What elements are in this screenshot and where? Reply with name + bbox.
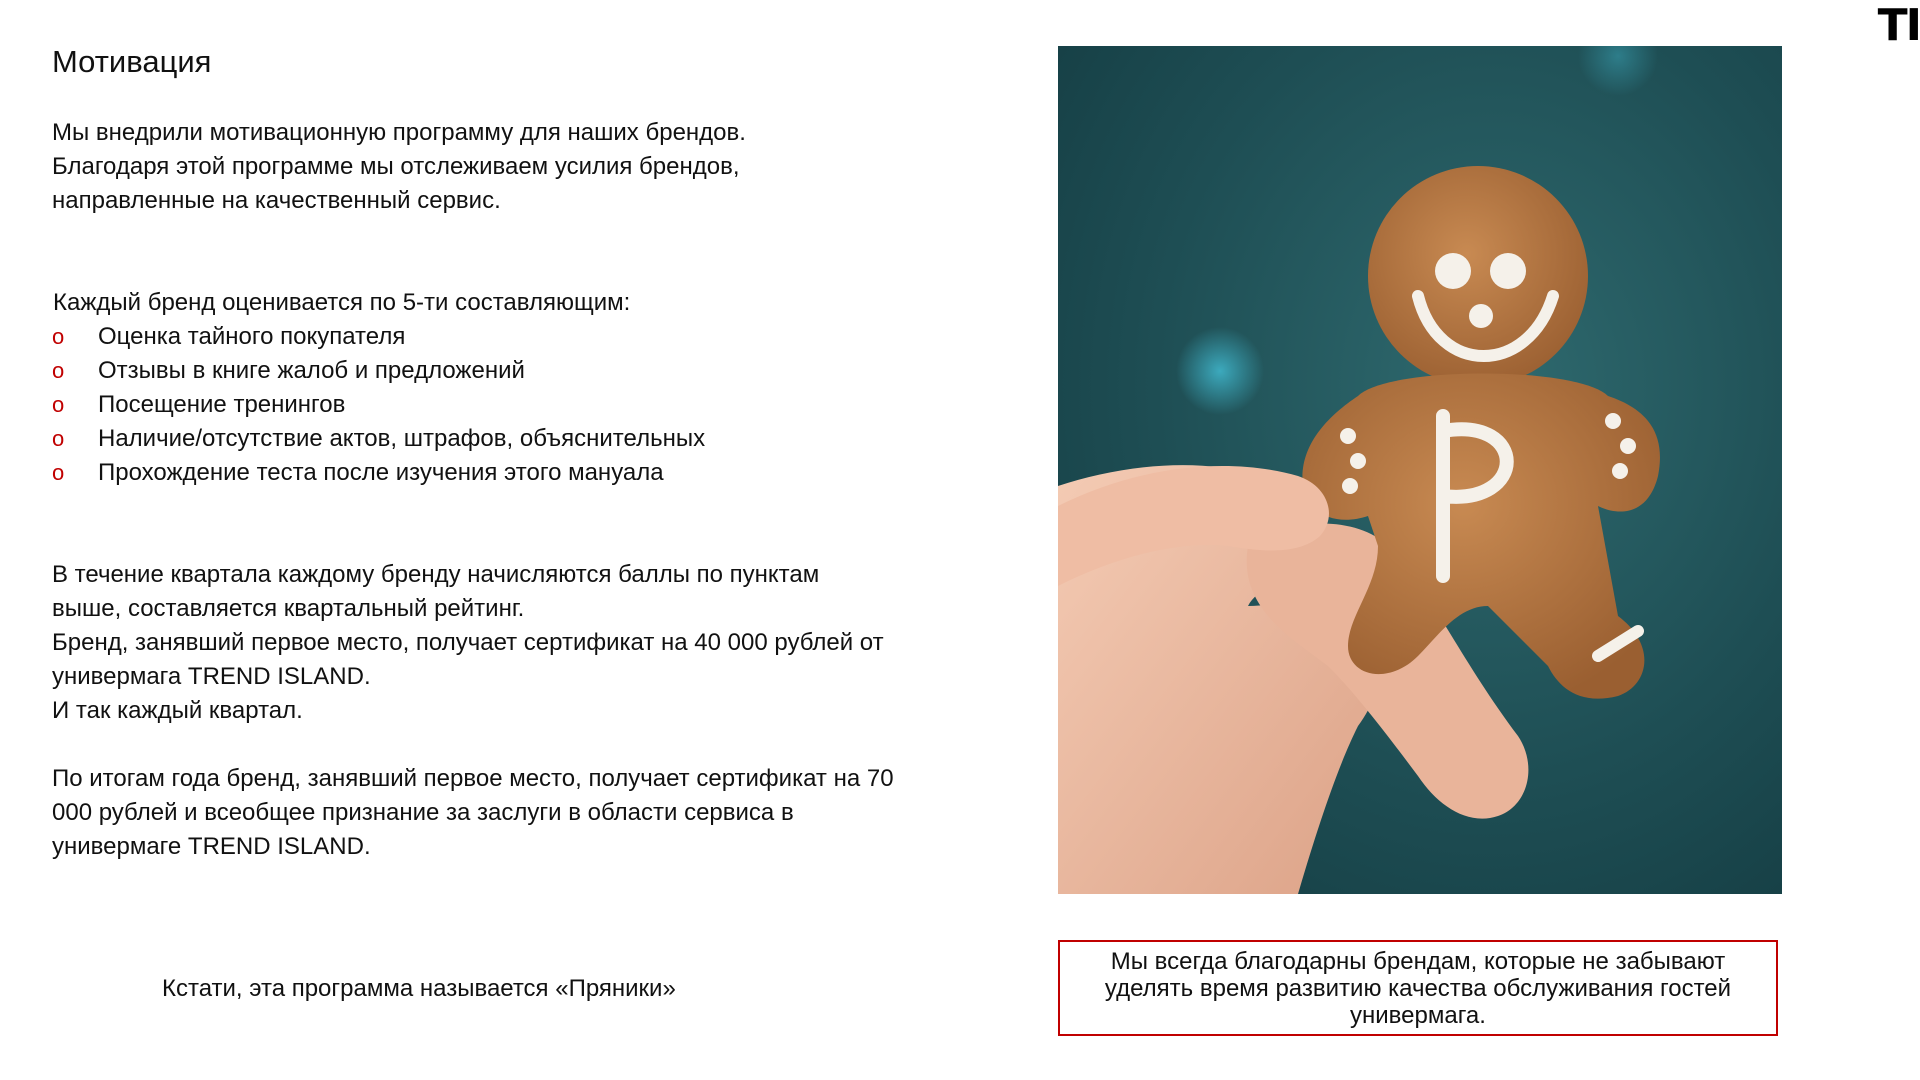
- list-item: [52, 422, 705, 456]
- bullet-circle-icon: o: [52, 426, 65, 451]
- intro-line: направленные на качественный сервис.: [52, 187, 501, 214]
- list-item: [52, 354, 705, 388]
- gingerbread-cookie: [1302, 166, 1660, 699]
- gratitude-quote-box: [1058, 940, 1778, 1036]
- year-line: универмаге TREND ISLAND.: [52, 833, 371, 860]
- list-item: [52, 320, 705, 354]
- criteria-list: [52, 320, 705, 490]
- quarter-line: И так каждый квартал.: [52, 697, 303, 724]
- bokeh-light: [1176, 327, 1264, 415]
- page-title: Мотивация: [52, 44, 212, 79]
- quarter-line: В течение квартала каждому бренду начисляются баллы по пунктам: [52, 561, 820, 588]
- quote-line: универмага.: [1350, 1001, 1486, 1029]
- year-line: По итогам года бренд, занявший первое место, получает сертификат на 70: [52, 765, 894, 792]
- quarter-paragraph: [52, 558, 982, 728]
- brand-logo: TI: [1877, 0, 1920, 51]
- list-item: [52, 456, 705, 490]
- criteria-item-label: Оценка тайного покупателя: [98, 323, 406, 350]
- bullet-circle-icon: o: [52, 358, 65, 383]
- year-paragraph: [52, 762, 982, 864]
- gingerbread-illustration: [1058, 46, 1782, 894]
- footnote: Кстати, эта программа называется «Пряники»: [162, 975, 676, 1002]
- gingerbread-photo: [1058, 46, 1782, 894]
- criteria-item-label: Наличие/отсутствие актов, штрафов, объяснительных: [98, 425, 706, 452]
- criteria-item-label: Прохождение теста после изучения этого мануала: [98, 459, 664, 486]
- bullet-circle-icon: o: [52, 392, 65, 417]
- quarter-line: универмага TREND ISLAND.: [52, 663, 371, 690]
- quarter-line: выше, составляется квартальный рейтинг.: [52, 595, 525, 622]
- quote-line: уделять время развитию качества обслуживания гостей: [1104, 974, 1732, 1002]
- list-item: [52, 388, 705, 422]
- criteria-item-label: Посещение тренингов: [98, 391, 346, 418]
- criteria-item-label: Отзывы в книге жалоб и предложений: [98, 357, 525, 384]
- bullet-circle-icon: o: [52, 460, 65, 485]
- criteria-heading: Каждый бренд оценивается по 5-ти составляющим:: [53, 289, 631, 316]
- quarter-line: Бренд, занявший первое место, получает сертификат на 40 000 рублей от: [52, 629, 884, 656]
- quote-line: Мы всегда благодарны брендам, которые не забывают: [1110, 947, 1726, 975]
- year-line: 000 рублей и всеобщее признание за заслуги в области сервиса в: [52, 799, 794, 826]
- bullet-circle-icon: o: [52, 324, 65, 349]
- intro-paragraph: [52, 116, 982, 218]
- bokeh-light: [1578, 46, 1658, 96]
- intro-line: Мы внедрили мотивационную программу для наших брендов.: [52, 119, 746, 146]
- intro-line: Благодаря этой программе мы отслеживаем усилия брендов,: [52, 153, 740, 180]
